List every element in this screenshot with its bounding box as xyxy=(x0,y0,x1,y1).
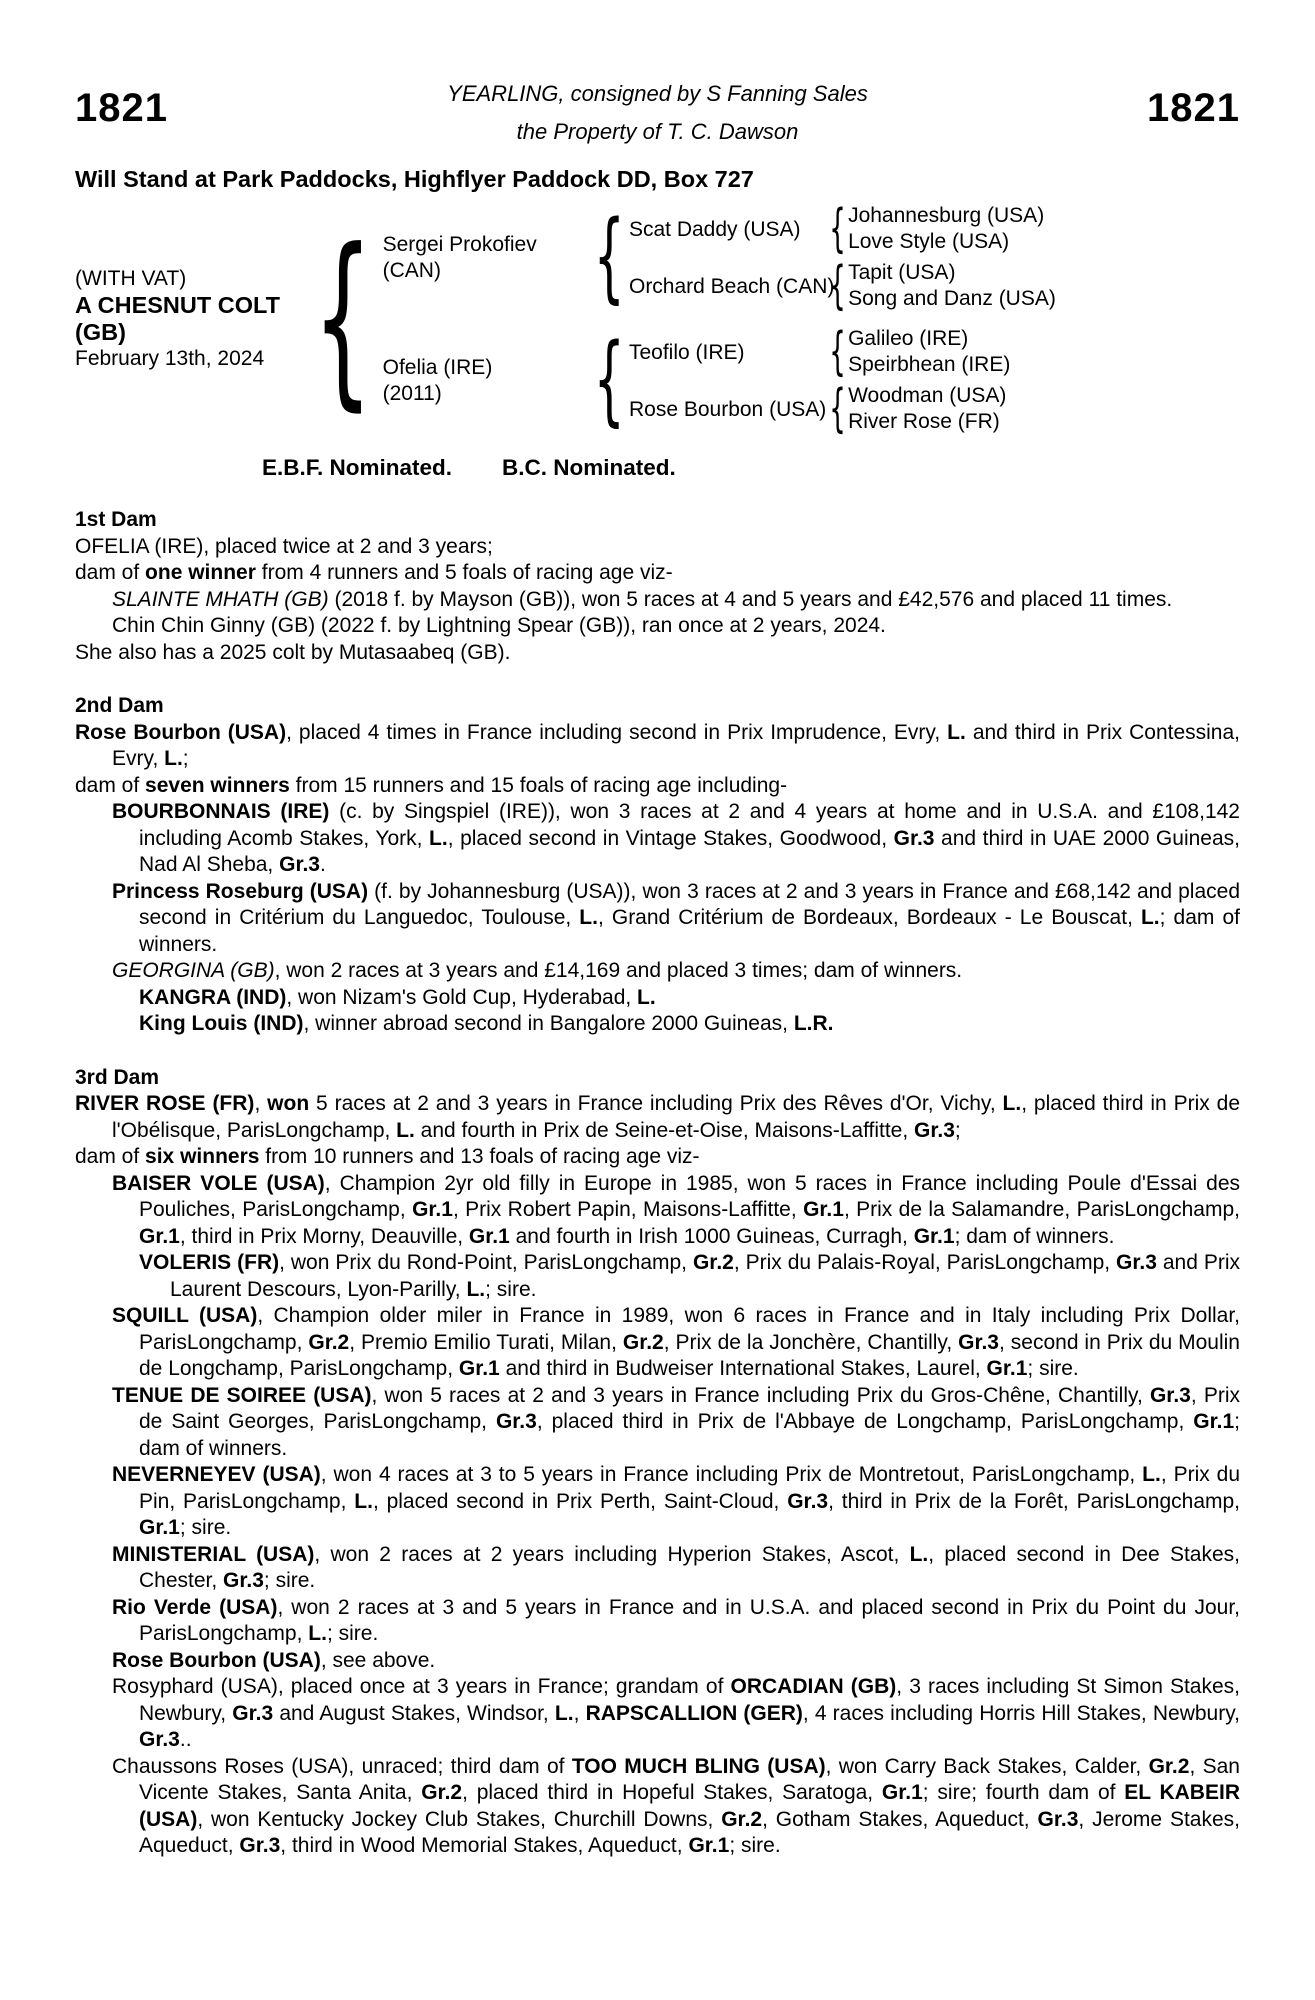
text-run: Gr.3 xyxy=(232,1701,274,1725)
text-run: Gr.3 xyxy=(914,1118,955,1142)
text-run: , Prix de Saint Georges, ParisLongchamp, xyxy=(139,1383,1241,1433)
text-run: , Prix du Palais-Royal, ParisLongchamp, xyxy=(733,1251,1117,1274)
text-run: , winner abroad second in Bangalore 2000 Guineas, xyxy=(303,1012,794,1035)
text-run: L. xyxy=(1142,1463,1161,1486)
text-run: Gr.3 xyxy=(495,1410,537,1433)
text-run: EL KABEIR (USA) xyxy=(139,1781,1240,1831)
pedigree-paragraph xyxy=(75,1648,1240,1675)
text-run: and third in Budweiser International Stakes, Laurel, xyxy=(499,1357,987,1380)
pedigree-paragraph xyxy=(75,1091,1240,1144)
text-run: Gr.1 xyxy=(458,1357,500,1380)
text-run: , placed third in Prix de l'Obélisque, ParisLongchamp, xyxy=(112,1092,1241,1142)
text-run: Gr.3 xyxy=(139,1728,180,1751)
text-run: ; sire. xyxy=(179,1516,232,1539)
text-run: NEVERNEYEV (USA) xyxy=(112,1463,321,1486)
text-run: OFELIA (IRE), placed twice at 2 and 3 years; xyxy=(75,534,493,558)
sire-dam-dam-name: Song and Danz (USA) xyxy=(848,287,1056,310)
text-run: , third in Prix de la Forêt, ParisLongchamp, xyxy=(828,1489,1241,1513)
text-run: , won Carry Back Stakes, Calder, xyxy=(825,1754,1149,1778)
dam-section-heading: 2nd Dam xyxy=(75,694,164,717)
text-run: Gr.2 xyxy=(421,1781,463,1804)
brace-icon: { xyxy=(593,322,625,437)
pedigree-chart xyxy=(75,198,1315,439)
brace-icon: { xyxy=(829,321,846,382)
text-run: , Premio Emilio Turati, Milan, xyxy=(349,1330,623,1354)
text-run: ; sire. xyxy=(263,1569,316,1592)
text-run: , third in Wood Memorial Stakes, Aqueduct, xyxy=(280,1834,689,1857)
text-run: L. xyxy=(466,1277,486,1301)
text-run: , Prix de la Salamandre, ParisLongchamp, xyxy=(843,1198,1240,1221)
text-run: L. xyxy=(1140,906,1160,929)
text-run: She also has a 2025 colt by Mutasaabeq (GB). xyxy=(75,640,511,664)
text-run: L. xyxy=(947,720,966,744)
text-run: , Prix de la Jonchère, Chantilly, xyxy=(663,1330,959,1354)
text-run: ; dam of winners. xyxy=(954,1224,1115,1248)
brace-icon: { xyxy=(829,198,846,259)
sire-dam-name: Orchard Beach (CAN) xyxy=(628,274,835,298)
text-run: Gr.3 xyxy=(239,1834,281,1857)
text-run: six winners xyxy=(145,1145,260,1168)
text-run: . xyxy=(319,853,326,876)
text-run: , Champion older miler in France in 1989, won 6 races in France and in Italy including Prix Dollar, ParisLongchamp, xyxy=(139,1304,1240,1354)
text-run: Rose Bourbon (USA) xyxy=(112,1648,321,1672)
text-run: and fourth in Prix de Seine-et-Oise, Maisons-Laffitte, xyxy=(414,1118,915,1142)
pedigree-paragraph xyxy=(75,1303,1240,1383)
text-run: MINISTERIAL (USA) xyxy=(112,1542,315,1566)
dam-branch xyxy=(382,321,1056,439)
foaling-date: February 13th, 2024 xyxy=(75,347,265,370)
dam-dam-sire-name: Woodman (USA) xyxy=(848,384,1007,407)
pedigree-paragraph xyxy=(75,1542,1240,1595)
text-run: 5 races at 2 and 3 years in France including Prix des Rêves d'Or, Vichy, xyxy=(309,1092,1003,1115)
text-run: L. xyxy=(429,826,448,850)
text-run: L. xyxy=(579,906,598,929)
dam-section-heading: 1st Dam xyxy=(75,508,157,531)
text-run: from 10 runners and 13 foals of racing age viz- xyxy=(259,1145,700,1168)
text-run: L. xyxy=(1002,1092,1022,1115)
text-run: one winner xyxy=(145,561,256,584)
text-run: Gr.2 xyxy=(1148,1754,1190,1778)
sire-sire-dam-name: Love Style (USA) xyxy=(848,230,1010,253)
text-run: SLAINTE MHATH (GB) xyxy=(112,587,329,611)
text-run: (c. by Singspiel (IRE)), won 3 races at 2 and 4 years at home and in U.S.A. and £108,142 including Acomb Stakes, York, xyxy=(139,800,1240,850)
pedigree-paragraph xyxy=(75,613,1240,640)
text-run: , San Vicente Stakes, Santa Anita, xyxy=(139,1754,1240,1804)
pedigree-paragraph xyxy=(75,1250,1240,1303)
text-run: Gr.2 xyxy=(721,1807,763,1831)
sire-sire-name: Scat Daddy (USA) xyxy=(628,217,801,241)
lot-number-right: 1821 xyxy=(1147,86,1240,130)
text-run: , won Kentucky Jockey Club Stakes, Churchill Downs, xyxy=(197,1807,722,1831)
text-run: , Prix Robert Papin, Maisons-Laffitte, xyxy=(452,1198,804,1221)
text-run: Gr.3 xyxy=(1037,1807,1079,1831)
pedigree-paragraph xyxy=(75,1595,1240,1648)
sire-dam-sire-name: Tapit (USA) xyxy=(848,261,956,284)
text-run: L. xyxy=(396,1118,415,1142)
text-run: Gr.2 xyxy=(692,1251,734,1274)
text-run: Gr.3 xyxy=(223,1569,264,1592)
sire-sire-branch xyxy=(628,198,1056,259)
text-run: Gr.3 xyxy=(893,826,935,850)
sire-name-cell xyxy=(383,232,589,284)
pedigree-paragraph xyxy=(75,985,1240,1012)
text-run: Gr.1 xyxy=(803,1198,844,1221)
text-run: Rose Bourbon (USA) xyxy=(75,720,287,744)
text-run: ; sire. xyxy=(485,1277,537,1301)
pedigree-paragraph xyxy=(75,1674,1240,1754)
sire-sire-sire-name: Johannesburg (USA) xyxy=(848,204,1045,227)
pedigree-paragraph xyxy=(75,773,1240,800)
text-run: BAISER VOLE (USA) xyxy=(112,1171,325,1195)
text-run: L. xyxy=(308,1622,327,1645)
text-run: from 4 runners and 5 foals of racing age viz- xyxy=(255,561,673,584)
text-run: , won 4 races at 3 to 5 years in France including Prix de Montretout, ParisLongchamp, xyxy=(320,1463,1143,1486)
dam-name: Ofelia (IRE) xyxy=(382,355,493,379)
text-run: Gr.1 xyxy=(412,1198,453,1221)
text-run: ORCADIAN (GB) xyxy=(730,1675,897,1698)
pedigree-paragraph xyxy=(75,1383,1240,1463)
subject-country-suffix: (GB) xyxy=(75,319,126,345)
dam-dam-branch xyxy=(628,378,1010,439)
text-run: Gr.1 xyxy=(913,1224,955,1248)
stand-location-line: Will Stand at Park Paddocks, Highflyer Paddock DD, Box 727 xyxy=(75,166,754,192)
text-run: ; dam of winners. xyxy=(139,906,1240,956)
text-run: TOO MUCH BLING (USA) xyxy=(571,1754,826,1778)
text-run: ; sire. xyxy=(729,1834,781,1857)
pedigree-paragraph xyxy=(75,879,1240,959)
text-run: Gr.1 xyxy=(688,1834,730,1857)
text-run: BOURBONNAIS (IRE) xyxy=(112,800,330,823)
text-run: , won Nizam's Gold Cup, Hyderabad, xyxy=(286,985,638,1009)
text-run: Gr.1 xyxy=(881,1781,923,1804)
text-run: .. xyxy=(179,1728,192,1751)
text-run: Gr.3 xyxy=(958,1330,999,1354)
text-run: ; sire. xyxy=(326,1622,379,1645)
pedigree-paragraph xyxy=(75,720,1240,773)
catalogue-text xyxy=(75,507,1240,1860)
text-run: dam of xyxy=(75,561,146,584)
pedigree-generations xyxy=(382,198,1056,439)
text-run: ; dam of winners. xyxy=(139,1410,1240,1460)
pedigree-paragraph xyxy=(75,640,1240,667)
text-run: TENUE DE SOIREE (USA) xyxy=(112,1383,372,1407)
dam-sire-sire-name: Galileo (IRE) xyxy=(848,327,969,350)
dam-section-heading: 3rd Dam xyxy=(75,1065,160,1089)
text-run: (2018 f. by Mayson (GB)), won 5 races at 4 and 5 years and £42,576 and placed 11 times. xyxy=(328,587,1173,611)
text-run: Gr.3 xyxy=(279,853,320,876)
pedigree-paragraph xyxy=(75,1144,1240,1171)
text-run: ; sire. xyxy=(1027,1357,1079,1380)
nominations-line xyxy=(262,455,1315,481)
text-run: ; xyxy=(954,1118,961,1142)
text-run: Gr.3 xyxy=(787,1489,829,1513)
text-run: L.R. xyxy=(793,1012,834,1035)
text-run: , 3 races including St Simon Stakes, Newbury, xyxy=(139,1675,1240,1725)
pedigree-paragraph xyxy=(75,799,1240,879)
brace-icon: { xyxy=(593,199,625,314)
subject-name: A CHESNUT COLT xyxy=(75,292,280,318)
text-run: dam of xyxy=(75,1145,146,1168)
page-header xyxy=(0,0,1315,144)
consignment-line: YEARLING, consigned by S Fanning Sales xyxy=(447,81,868,106)
dam-sire-name: Teofilo (IRE) xyxy=(628,340,745,364)
text-run: Chin Chin Ginny (GB) (2022 f. by Lightning Spear (GB)), ran once at 2 years, 2024. xyxy=(112,614,886,637)
pedigree-paragraph xyxy=(75,958,1240,985)
dam-name-cell xyxy=(383,355,589,407)
text-run: , xyxy=(254,1092,268,1115)
sire-branch xyxy=(382,198,1056,316)
pedigree-paragraph xyxy=(75,1171,1240,1251)
text-run: , 4 races including Horris Hill Stakes, Newbury, xyxy=(802,1701,1240,1725)
text-run: Chaussons Roses (USA), unraced; third dam of xyxy=(112,1754,572,1778)
ebf-nomination: E.B.F. Nominated. xyxy=(262,455,453,480)
text-run: , won 5 races at 2 and 3 years in France including Prix du Gros-Chêne, Chantilly, xyxy=(371,1383,1150,1407)
text-run: VOLERIS (FR) xyxy=(139,1251,280,1274)
text-run: , placed third in Prix de l'Abbaye de Longchamp, ParisLongchamp, xyxy=(536,1410,1194,1433)
bc-nomination: B.C. Nominated. xyxy=(502,455,676,480)
text-run: KANGRA (IND) xyxy=(139,985,287,1009)
text-run: RIVER ROSE (FR) xyxy=(75,1092,255,1115)
text-run: seven winners xyxy=(145,773,290,797)
lot-number-left: 1821 xyxy=(75,86,168,130)
sire-name: Sergei Prokofiev (CAN) xyxy=(382,232,537,282)
text-run: , Jerome Stakes, Aqueduct, xyxy=(139,1807,1240,1857)
text-run: ; sire; fourth dam of xyxy=(922,1781,1125,1804)
text-run: Gr.1 xyxy=(468,1224,510,1248)
text-run: L. xyxy=(554,1701,574,1725)
text-run: from 15 runners and 15 foals of racing age including- xyxy=(289,773,788,797)
text-run: , placed third in Hopeful Stakes, Saratoga, xyxy=(462,1781,882,1804)
brace-icon: { xyxy=(829,378,846,439)
second-dam-section xyxy=(75,693,1240,1038)
text-run: , xyxy=(573,1701,586,1725)
dam-sire-dam-name: Speirbhean (IRE) xyxy=(848,353,1011,376)
vat-note: (WITH VAT) xyxy=(75,267,187,290)
text-run: and third in Prix Contessina, Evry, xyxy=(112,720,1240,770)
property-line: the Property of T. C. Dawson xyxy=(516,119,799,144)
text-run: , placed second in Prix Perth, Saint-Cloud, xyxy=(372,1489,788,1513)
pedigree-paragraph xyxy=(75,1754,1240,1860)
pedigree-paragraph xyxy=(75,560,1240,587)
text-run: and fourth in Irish 1000 Guineas, Curragh, xyxy=(509,1224,914,1248)
text-run: L. xyxy=(637,985,656,1009)
text-run: , Gotham Stakes, Aqueduct, xyxy=(762,1807,1038,1831)
text-run: RAPSCALLION (GER) xyxy=(585,1701,803,1725)
text-run: and third in UAE 2000 Guineas, Nad Al Sheba, xyxy=(139,826,1240,876)
sire-dam-branch xyxy=(628,255,1056,316)
pedigree-paragraph xyxy=(75,534,1240,561)
text-run: , Champion 2yr old filly in Europe in 1985, won 5 races in France including Poule d'Essai des Pouliches, ParisLongchamp, xyxy=(139,1171,1241,1221)
dam-year: (2011) xyxy=(382,381,442,405)
text-run: , won 2 races at 2 years including Hyperion Stakes, Ascot, xyxy=(314,1542,910,1566)
dam-sire-branch xyxy=(628,321,1011,382)
text-run: Gr.2 xyxy=(622,1330,664,1354)
text-run: , third in Prix Morny, Deauville, xyxy=(179,1224,469,1248)
pedigree-paragraph xyxy=(75,1011,1240,1038)
text-run: Gr.1 xyxy=(986,1357,1028,1380)
brace-icon: { xyxy=(829,255,846,316)
text-run: , placed second in Vintage Stakes, Goodwood, xyxy=(447,826,894,850)
text-run: (f. by Johannesburg (USA)), won 3 races at 2 and 3 years in France and £68,142 and placed second in Critérium du Languedoc, Toulouse, xyxy=(139,879,1240,929)
text-run: L. xyxy=(909,1542,929,1566)
text-run: , Grand Critérium de Bordeaux, Bordeaux - Le Bouscat, xyxy=(597,906,1141,929)
text-run: L. xyxy=(354,1489,373,1513)
text-run: dam of xyxy=(75,773,146,797)
pedigree-paragraph xyxy=(75,587,1240,614)
text-run: Princess Roseburg (USA) xyxy=(112,879,369,903)
text-run: Gr.1 xyxy=(139,1516,180,1539)
text-run: Gr.3 xyxy=(1149,1383,1191,1407)
text-run: ; xyxy=(182,747,189,770)
text-run: Gr.3 xyxy=(1116,1251,1157,1274)
text-run: Gr.1 xyxy=(139,1224,180,1248)
text-run: Gr.2 xyxy=(308,1330,350,1354)
first-dam-section xyxy=(75,507,1240,666)
text-run: Rosyphard (USA), placed once at 3 years in France; grandam of xyxy=(112,1675,731,1698)
pedigree-paragraph xyxy=(75,1462,1240,1542)
third-dam-section xyxy=(75,1065,1240,1860)
text-run: , second in Prix du Moulin de Longchamp, ParisLongchamp, xyxy=(139,1330,1240,1380)
text-run: , won 2 races at 3 years and £14,169 and placed 3 times; dam of winners. xyxy=(274,959,963,982)
text-run: , see above. xyxy=(320,1648,436,1672)
brace-icon: { xyxy=(312,209,373,429)
text-run: , placed 4 times in France including second in Prix Imprudence, Evry, xyxy=(286,720,948,744)
text-run: , placed second in Dee Stakes, Chester, xyxy=(139,1542,1240,1592)
text-run: and Prix Laurent Descours, Lyon-Parilly, xyxy=(170,1251,1241,1301)
text-run: , Prix du Pin, ParisLongchamp, xyxy=(139,1463,1241,1513)
text-run: , won Prix du Rond-Point, ParisLongchamp, xyxy=(279,1251,693,1274)
text-run: , won 2 races at 3 and 5 years in France and in U.S.A. and placed second in Prix du Point du Jour, ParisLongchamp, xyxy=(139,1595,1240,1645)
dam-dam-name: Rose Bourbon (USA) xyxy=(628,397,827,421)
text-run: SQUILL (USA) xyxy=(112,1304,258,1327)
text-run: and August Stakes, Windsor, xyxy=(273,1701,555,1725)
pedigree-subject xyxy=(75,266,303,372)
text-run: Rio Verde (USA) xyxy=(112,1595,278,1619)
dam-dam-dam-name: River Rose (FR) xyxy=(848,410,1000,433)
text-run: GEORGINA (GB) xyxy=(112,959,275,982)
text-run: L. xyxy=(164,747,183,770)
text-run: King Louis (IND) xyxy=(139,1012,304,1035)
text-run: won xyxy=(267,1092,310,1115)
text-run: Gr.1 xyxy=(1193,1410,1235,1433)
